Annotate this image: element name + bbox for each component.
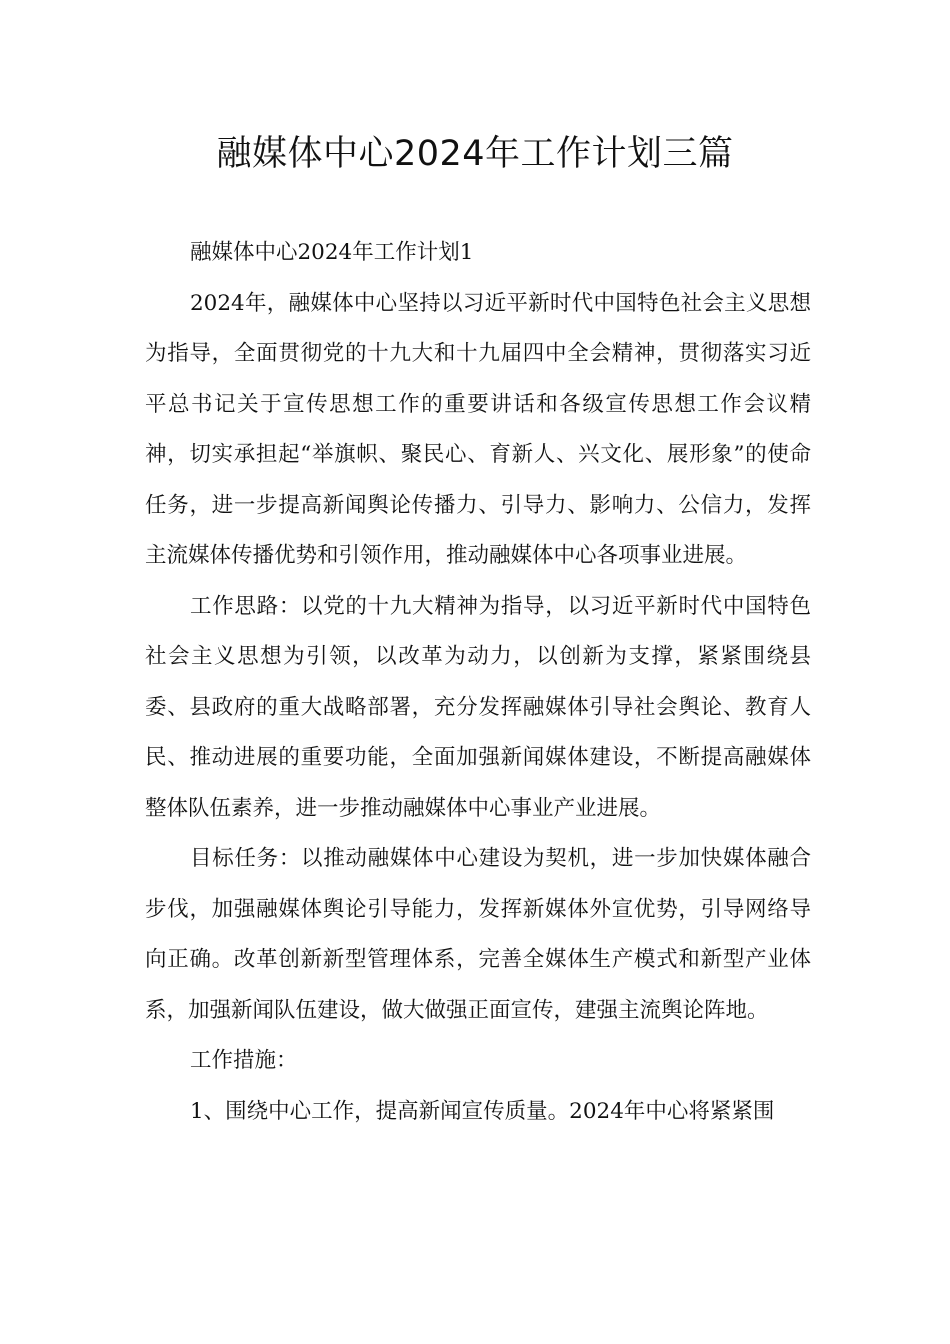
paragraph-work-ideas: 工作思路：以党的十九大精神为指导，以习近平新时代中国特色社会主义思想为引领，以改革为动力，以创新为支撑，紧紧围绕县委、县政府的重大战略部署，充分发挥融媒体引导社会舆论、教育人民、推动进展的重要功能，全面加强新闻媒体建设，不断提高融媒体整体队伍素养，进一步推动融媒体中心事业产业进展。 [145, 593, 811, 821]
paragraph-goals: 目标任务：以推动融媒体中心建设为契机，进一步加快媒体融合步伐，加强融媒体舆论引导能力，发挥新媒体外宣优势，引导网络导向正确。改革创新新型管理体系，完善全媒体生产模式和新型产业体系，加强新闻队伍建设，做大做强正面宣传，建强主流舆论阵地。 [145, 846, 811, 1023]
document-body [145, 228, 811, 1137]
paragraph-measure-1: 1、围绕中心工作，提高新闻宣传质量。2024年中心将紧紧围 [190, 1098, 775, 1124]
document-title: 融媒体中心2024年工作计划三篇 [216, 134, 734, 174]
paragraph-measures-heading: 工作措施： [190, 1048, 298, 1073]
paragraph-intro: 2024年，融媒体中心坚持以习近平新时代中国特色社会主义思想为指导，全面贯彻党的十九大和十九届四中全会精神，贯彻落实习近平总书记关于宣传思想工作的重要讲话和各级宣传思想工作会议精神，切实承担起“举旗帜、聚民心、育新人、兴文化、展形象”的使命任务，进一步提高新闻舆论传播力、引导力、影响力、公信力，发挥主流媒体传播优势和引领作用，推动融媒体中心各项事业进展。 [145, 290, 811, 568]
subheading-plan-1: 融媒体中心2024年工作计划1 [190, 240, 474, 265]
